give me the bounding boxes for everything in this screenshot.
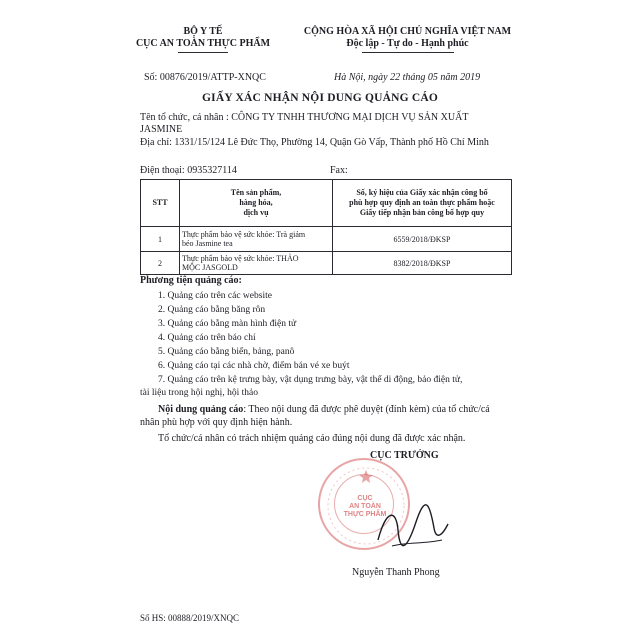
cell-certificate: 6559/2018/ĐKSP <box>333 227 512 252</box>
media-heading: Phương tiện quảng cáo: <box>140 275 242 286</box>
signature-title: CỤC TRƯỞNG <box>370 450 439 461</box>
content-label: Nội dung quảng cáo <box>158 404 244 415</box>
header-right-underline <box>362 52 454 53</box>
list-item-continuation: tài liệu trong hội nghị, hội thảo <box>140 388 258 398</box>
department-name: CỤC AN TOÀN THỰC PHẨM <box>135 38 271 49</box>
header-certificate-line: Giấy tiếp nhận bản công bố hợp quy <box>359 208 485 217</box>
header-left <box>128 26 278 50</box>
header-certificate <box>333 180 512 227</box>
organization-phone: Điện thoại: 0935327114 <box>140 165 237 176</box>
responsibility-note: Tổ chức/cá nhân có trách nhiệm quảng cáo đúng nội dung đã được xác nhận. <box>158 433 466 444</box>
list-item: 4. Quảng cáo trên báo chí <box>158 333 256 343</box>
cell-product-line: MỘC JASGOLD <box>182 263 238 272</box>
organization-name-cont: JASMINE <box>140 124 183 135</box>
header-right <box>300 26 515 50</box>
national-motto: Độc lập - Tự do - Hạnh phúc <box>346 38 469 49</box>
organization-address: Địa chỉ: 1331/15/124 Lê Đức Thọ, Phường 14, Quận Gò Vấp, Thành phố Hồ Chí Minh <box>140 137 489 148</box>
seal-text-line: CỤC <box>357 495 373 502</box>
cell-certificate: 8382/2018/ĐKSP <box>333 252 512 275</box>
document-title: GIẤY XÁC NHẬN NỘI DUNG QUẢNG CÁO <box>202 92 438 104</box>
table-row <box>141 227 512 252</box>
cell-product-line: Thực phẩm bảo vệ sức khỏe: Trà giảm <box>182 230 306 239</box>
list-item: 2. Quảng cáo bằng băng rôn <box>158 305 266 315</box>
cell-stt: 2 <box>141 252 180 275</box>
list-item: 6. Quảng cáo tại các nhà chờ, điểm bán vé xe buýt <box>158 361 350 371</box>
organization-name: Tên tổ chức, cá nhân : CÔNG TY TNHH THƯƠNG MẠI DỊCH VỤ SẢN XUẤT <box>140 112 469 123</box>
seal-text-line: THỰC PHẨM <box>343 511 387 518</box>
cell-stt: 1 <box>141 227 180 252</box>
organization-fax: Fax: <box>330 165 348 176</box>
cell-product <box>180 252 333 275</box>
certificate-table <box>140 179 512 275</box>
header-certificate-line: Số, ký hiệu của Giấy xác nhận công bố <box>356 188 488 197</box>
header-stt: STT <box>141 180 180 227</box>
handwritten-signature-icon <box>372 500 452 560</box>
content-text: : Theo nội dung đã được phê duyệt (đính kèm) của tổ chức/cá <box>243 404 490 415</box>
place-date: Hà Nội, ngày 22 tháng 05 năm 2019 <box>334 72 481 83</box>
country-name: CỘNG HÒA XÃ HỘI CHỦ NGHĨA VIỆT NAM <box>303 26 512 37</box>
header-product-line: hàng hóa, <box>239 198 273 207</box>
ministry-name: BỘ Y TẾ <box>183 26 223 37</box>
header-product-line: dịch vụ <box>243 208 269 217</box>
seal-text-line: AN TOÀN <box>349 503 381 510</box>
file-number: Số HS: 00888/2019/XNQC <box>140 613 240 623</box>
table-header-row <box>141 180 512 227</box>
list-item: 7. Quảng cáo trên kệ trưng bày, vật dụng trưng bày, vật thể di động, bảo điện tử, <box>158 375 463 385</box>
content-text-cont: nhân phù hợp với quy định hiện hành. <box>140 417 293 428</box>
list-item: 3. Quảng cáo bằng màn hình điện tử <box>158 319 297 329</box>
content-line <box>158 404 490 416</box>
list-item: 1. Quảng cáo trên các website <box>158 291 272 301</box>
cell-product-line: Thực phẩm bảo vệ sức khỏe: THẢO <box>182 254 299 263</box>
cell-product-line: béo Jasmine tea <box>182 239 233 248</box>
signer-name: Nguyễn Thanh Phong <box>352 567 440 578</box>
header-left-underline <box>178 52 228 53</box>
header-product <box>180 180 333 227</box>
reference-number: Số: 00876/2019/ATTP-XNQC <box>144 72 266 83</box>
table-row <box>141 252 512 275</box>
header-certificate-line: phù hợp quy định an toàn thực phẩm hoặc <box>349 198 495 207</box>
list-item: 5. Quảng cáo bằng biển, bảng, panô <box>158 347 295 357</box>
cell-product <box>180 227 333 252</box>
header-product-line: Tên sản phẩm, <box>230 188 282 197</box>
